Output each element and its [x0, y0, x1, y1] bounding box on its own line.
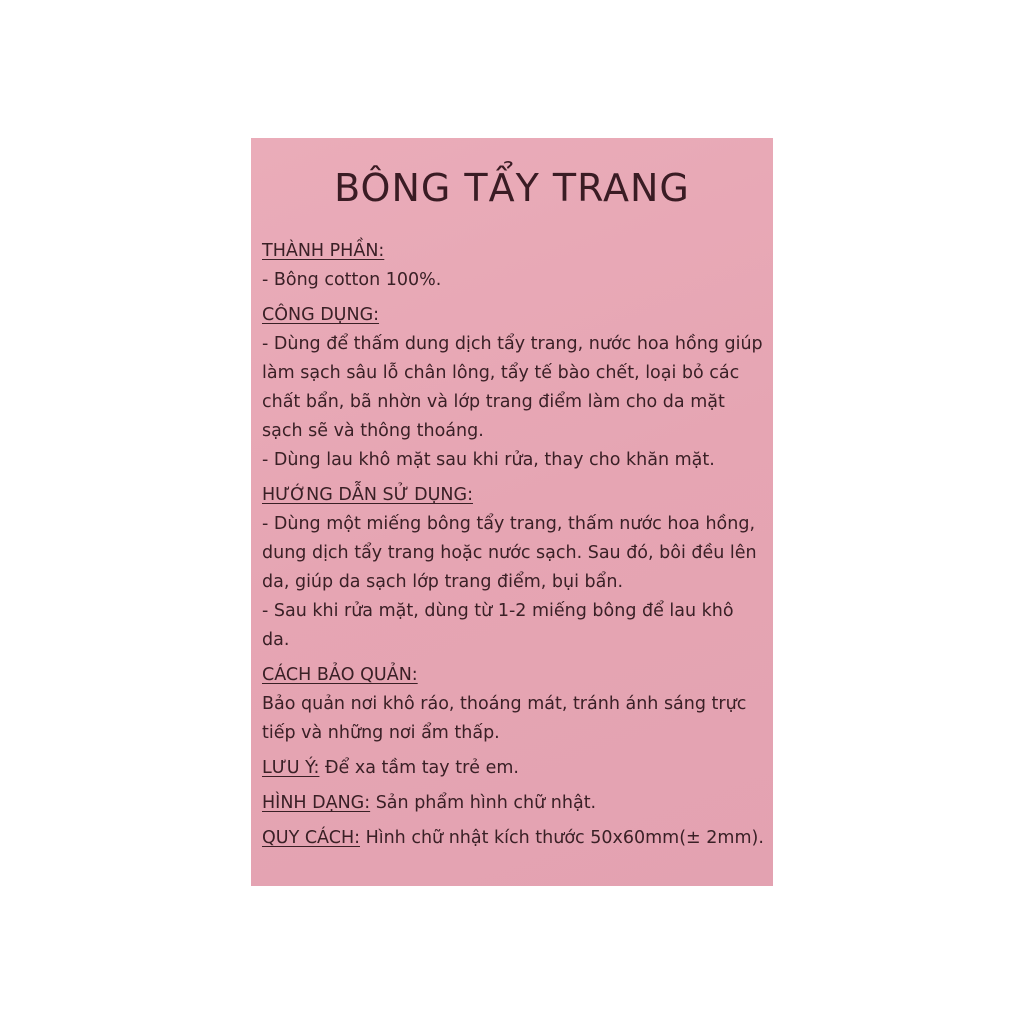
storage-line: tiếp và những nơi ẩm thấp.	[262, 723, 500, 743]
uses-line: chất bẩn, bã nhờn và lớp trang điểm làm cho da mặt	[262, 392, 725, 412]
uses-line: - Dùng để thấm dung dịch tẩy trang, nước hoa hồng giúp	[262, 334, 763, 354]
specification-heading: QUY CÁCH:	[262, 828, 360, 848]
uses-line: làm sạch sâu lỗ chân lông, tẩy tế bào chết, loại bỏ các	[262, 363, 740, 383]
note-heading: LƯU Ý:	[262, 758, 320, 778]
section-instructions	[262, 481, 765, 655]
storage-heading: CÁCH BẢO QUẢN:	[262, 665, 418, 685]
card-body	[262, 237, 765, 853]
product-info-card	[251, 138, 773, 886]
note-text: Để xa tầm tay trẻ em.	[319, 758, 519, 778]
instructions-line: - Dùng một miếng bông tẩy trang, thấm nước hoa hồng,	[262, 514, 756, 534]
shape-text: Sản phẩm hình chữ nhật.	[370, 793, 597, 813]
instructions-line: dung dịch tẩy trang hoặc nước sạch. Sau đó, bôi đều lên	[262, 543, 757, 563]
specification-text: Hình chữ nhật kích thước 50x60mm(± 2mm).	[360, 828, 764, 848]
instructions-line: da, giúp da sạch lớp trang điểm, bụi bẩn.	[262, 572, 624, 592]
storage-line: Bảo quản nơi khô ráo, thoáng mát, tránh ánh sáng trực	[262, 694, 747, 714]
uses-line: - Dùng lau khô mặt sau khi rửa, thay cho khăn mặt.	[262, 450, 715, 470]
section-uses	[262, 301, 765, 475]
ingredients-heading: THÀNH PHẦN:	[262, 241, 385, 261]
ingredients-line: - Bông cotton 100%.	[262, 270, 442, 290]
instructions-heading: HƯỚNG DẪN SỬ DỤNG:	[262, 485, 473, 505]
section-storage	[262, 661, 765, 748]
instructions-line: da.	[262, 630, 290, 650]
section-shape	[262, 789, 765, 818]
shape-heading: HÌNH DẠNG:	[262, 793, 371, 813]
uses-heading: CÔNG DỤNG:	[262, 305, 380, 325]
section-note	[262, 754, 765, 783]
section-specification	[262, 824, 765, 853]
product-title: BÔNG TẨY TRANG	[334, 166, 690, 210]
section-ingredients	[262, 237, 765, 295]
instructions-line: - Sau khi rửa mặt, dùng từ 1-2 miếng bông để lau khô	[262, 601, 734, 621]
uses-line: sạch sẽ và thông thoáng.	[262, 421, 484, 441]
